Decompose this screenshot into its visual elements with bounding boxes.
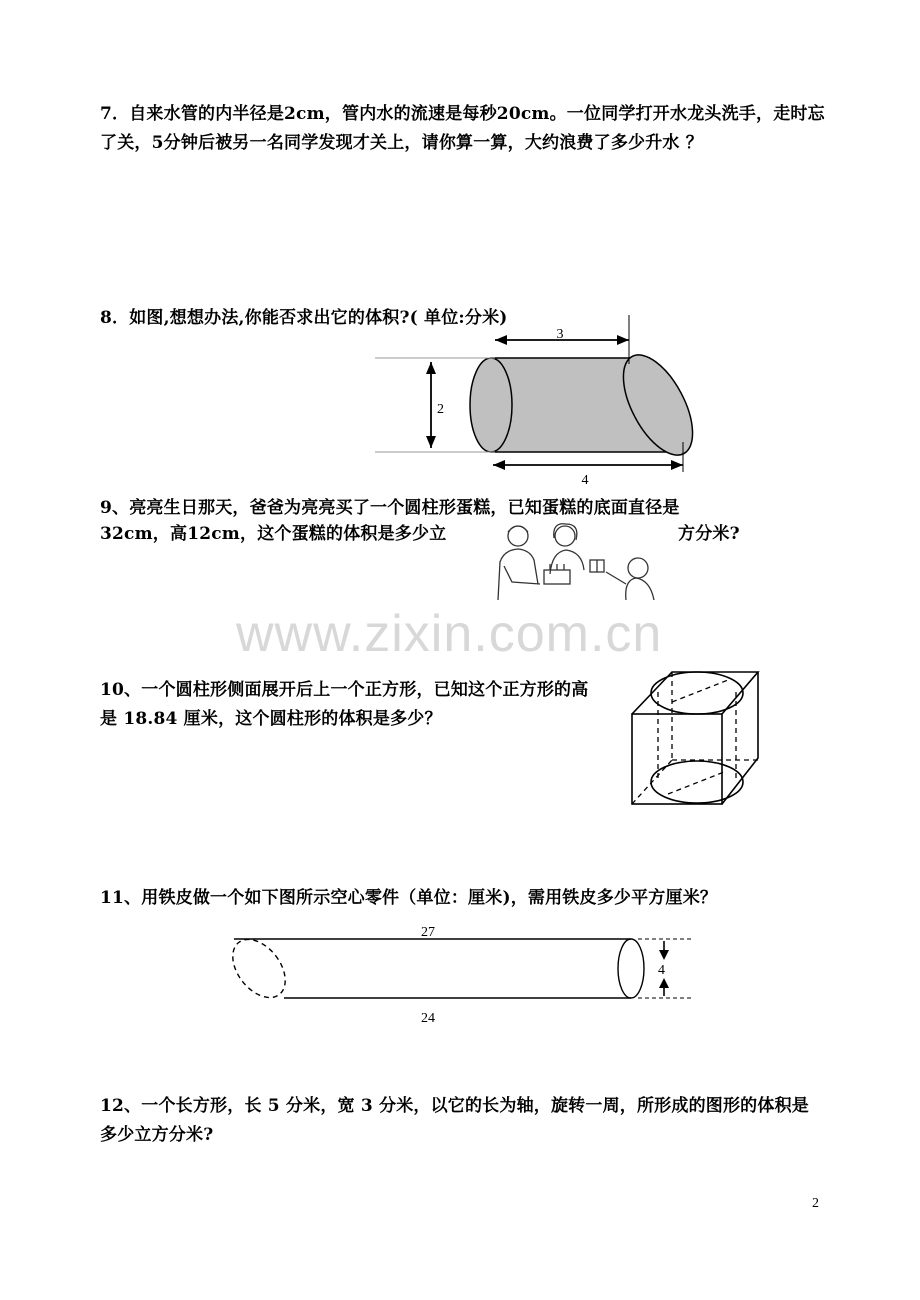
- q11-label-right: 4: [658, 963, 665, 978]
- question-9-line-2b: 方分米?: [678, 524, 740, 544]
- q11-label-bottom: 24: [421, 1011, 435, 1026]
- q11-pipe-figure: [224, 922, 700, 1030]
- q8-cylinder-figure: [370, 312, 700, 492]
- question-7: 7．自来水管的内半径是2cm，管内水的流速是每秒20cm。一位同学打开水龙头洗手，走时忘了关，5分钟后被另一名同学发现才关上，请你算一算，大约浪费了多少升水 ？: [100, 104, 825, 153]
- q8-label-left: 2: [437, 402, 444, 417]
- q11-label-top: 27: [421, 925, 435, 940]
- question-9-line-1: 9、亮亮生日那天，爸爸为亮亮买了一个圆柱形蛋糕，已知蛋糕的底面直径是: [100, 498, 680, 518]
- page-number: 2: [812, 1196, 819, 1211]
- q10-cube-cylinder-figure: [628, 668, 762, 808]
- q8-label-bottom: 4: [581, 473, 589, 488]
- watermark: www.zixin.com.cn: [236, 605, 663, 663]
- question-9-line-2a: 32cm，高12cm，这个蛋糕的体积是多少立: [100, 524, 447, 544]
- question-8: 8．如图,想想办法,你能否求出它的体积?( 单位:分米): [100, 308, 508, 328]
- question-10: 10、一个圆柱形侧面展开后上一个正方形，已知这个正方形的高是 18.84 厘米，这个圆柱形的体积是多少？: [100, 680, 589, 729]
- question-11: 11、用铁皮做一个如下图所示空心零件（单位：厘米)，需用铁皮多少平方厘米？: [100, 888, 718, 908]
- question-12: 12、一个长方形，长 5 分米，宽 3 分米，以它的长为轴，旋转一周，所形成的图形的体积是多少立方分米?: [100, 1096, 809, 1145]
- birthday-family-illustration: [490, 522, 662, 604]
- q8-label-top: 3: [556, 327, 564, 342]
